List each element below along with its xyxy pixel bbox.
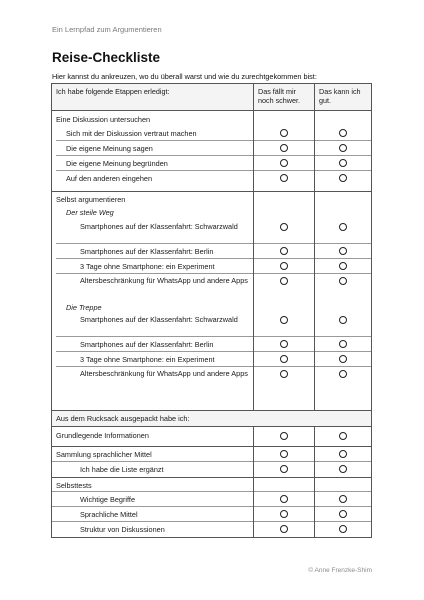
radio-gut[interactable] [339, 277, 347, 285]
radio-schwer[interactable] [280, 159, 288, 167]
section-rucksack-header [52, 411, 372, 427]
radio-schwer[interactable] [280, 174, 288, 182]
list-item: Ich habe die Liste ergänzt [80, 465, 164, 474]
list-item: Die eigene Meinung sagen [56, 141, 253, 156]
radio-gut[interactable] [339, 316, 347, 324]
radio-gut[interactable] [339, 174, 347, 182]
list-item: Grundlegende Informationen [52, 427, 254, 447]
row-sammlung-sprachlicher-mittel [52, 447, 372, 478]
list-item: Smartphones auf der Klassenfahrt: Berlin [56, 244, 253, 259]
radio-gut[interactable] [339, 525, 347, 533]
radio-gut[interactable] [339, 159, 347, 167]
subheading-treppe: Die Treppe [66, 303, 102, 312]
radio-schwer[interactable] [280, 262, 288, 270]
radio-schwer[interactable] [280, 223, 288, 231]
radio-gut[interactable] [339, 144, 347, 152]
radio-gut[interactable] [339, 370, 347, 378]
header-etappen: Ich habe folgende Etappen erledigt: [52, 84, 254, 111]
list-item: 3 Tage ohne Smartphone: ein Experiment [56, 259, 253, 274]
page-header: Ein Lernpfad zum Argumentieren [52, 25, 162, 34]
list-item: Selbsttests [52, 478, 253, 492]
radio-gut[interactable] [339, 432, 347, 440]
row-selbsttests [52, 478, 372, 538]
section-title: Selbst argumentieren [56, 195, 126, 204]
radio-schwer[interactable] [280, 144, 288, 152]
radio-gut[interactable] [339, 465, 347, 473]
header-gut: Das kann ich gut. [315, 84, 372, 111]
radio-schwer[interactable] [280, 355, 288, 363]
checklist-table [51, 83, 372, 538]
radio-gut[interactable] [339, 340, 347, 348]
subheading-steiler-weg: Der steile Weg [66, 208, 114, 217]
header-schwer: Das fällt mir noch schwer. [254, 84, 315, 111]
radio-gut[interactable] [339, 262, 347, 270]
radio-schwer[interactable] [280, 510, 288, 518]
list-item: Struktur von Diskussionen [80, 525, 165, 534]
radio-gut[interactable] [339, 510, 347, 518]
radio-schwer[interactable] [280, 465, 288, 473]
page-title: Reise-Checkliste [52, 50, 161, 65]
list-item: Smartphones auf der Klassenfahrt: Schwarzwald [56, 220, 253, 244]
radio-schwer[interactable] [280, 370, 288, 378]
radio-schwer[interactable] [280, 450, 288, 458]
list-item: Die eigene Meinung begründen [56, 156, 253, 171]
radio-schwer[interactable] [280, 495, 288, 503]
section-title: Aus dem Rucksack ausgepackt habe ich: [52, 411, 372, 427]
radio-schwer[interactable] [280, 277, 288, 285]
radio-gut[interactable] [339, 450, 347, 458]
list-item: Smartphones auf der Klassenfahrt: Berlin [56, 337, 253, 352]
list-item: 3 Tage ohne Smartphone: ein Experiment [56, 352, 253, 367]
radio-gut[interactable] [339, 355, 347, 363]
row-grundlegende-informationen [52, 427, 372, 447]
radio-gut[interactable] [339, 495, 347, 503]
intro-text: Hier kannst du ankreuzen, wo du überall warst und wie du zurechtgekommen bist: [52, 72, 317, 81]
list-item: Sammlung sprachlicher Mittel [52, 447, 253, 462]
list-item: Auf den anderen eingehen [66, 174, 153, 183]
list-item: Wichtige Begriffe [52, 492, 253, 507]
copyright-footer: © Anne Frenzke-Shim [308, 567, 372, 574]
list-item: Altersbeschränkung für WhatsApp und andere Apps [80, 276, 248, 285]
list-item: Sprachliche Mittel [52, 507, 253, 522]
radio-gut[interactable] [339, 129, 347, 137]
radio-schwer[interactable] [280, 316, 288, 324]
radio-schwer[interactable] [280, 247, 288, 255]
radio-schwer[interactable] [280, 340, 288, 348]
radio-schwer[interactable] [280, 129, 288, 137]
list-item: Smartphones auf der Klassenfahrt: Schwarzwald [56, 313, 253, 337]
radio-schwer[interactable] [280, 432, 288, 440]
section-title: Eine Diskussion untersuchen [56, 115, 151, 124]
list-item: Sich mit der Diskussion vertraut machen [56, 126, 253, 141]
list-item: Altersbeschränkung für WhatsApp und andere Apps [80, 369, 248, 378]
table-header-row [52, 84, 372, 111]
radio-gut[interactable] [339, 247, 347, 255]
radio-schwer[interactable] [280, 525, 288, 533]
section-diskussion-untersuchen [52, 111, 372, 192]
radio-gut[interactable] [339, 223, 347, 231]
section-selbst-argumentieren [52, 192, 372, 411]
